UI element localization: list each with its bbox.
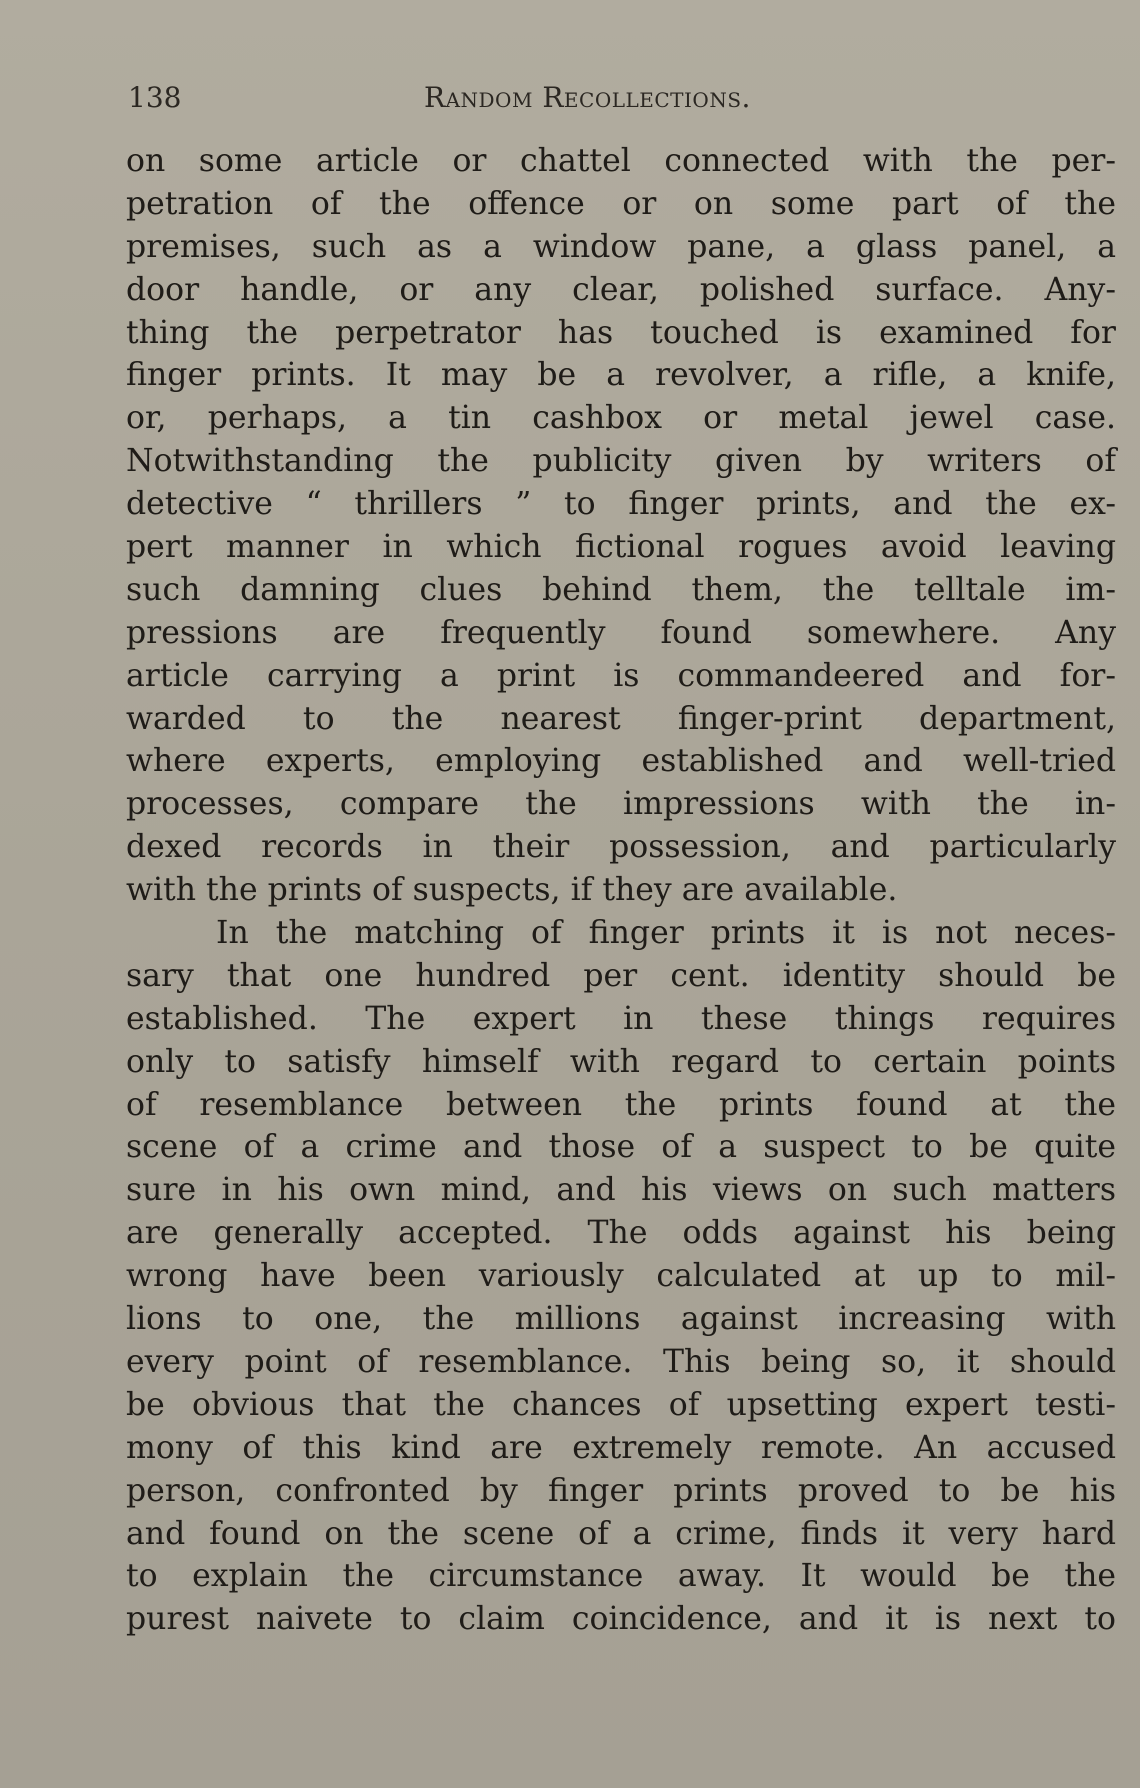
text-line: person, confronted by finger prints proved to be his <box>126 1472 1116 1509</box>
text-line: be obvious that the chances of upsetting expert testi- <box>126 1386 1116 1423</box>
text-line: pressions are frequently found somewhere. Any <box>126 614 1116 651</box>
text-line: warded to the nearest finger-print department, <box>126 700 1116 737</box>
text-line: Notwithstanding the publicity given by writers of <box>126 443 1116 480</box>
paragraph-end-line: with the prints of suspects, if they are available. <box>126 872 898 909</box>
text-line: such damning clues behind them, the telltale im- <box>126 571 1116 608</box>
text-line: of resemblance between the prints found at the <box>126 1086 1116 1123</box>
text-line: sure in his own mind, and his views on such matters <box>126 1172 1116 1209</box>
text-line: purest naivete to claim coincidence, and it is next to <box>126 1601 1116 1638</box>
text-line: pert manner in which fictional rogues avoid leaving <box>126 529 1116 566</box>
text-line: or, perhaps, a tin cashbox or metal jewel case. <box>126 400 1116 437</box>
text-line: mony of this kind are extremely remote. An accused <box>126 1429 1116 1466</box>
text-line: article carrying a print is commandeered and for- <box>126 657 1116 694</box>
text-line: only to satisfy himself with regard to certain points <box>126 1043 1116 1080</box>
text-line: every point of resemblance. This being so, it should <box>126 1343 1116 1380</box>
text-line: established. The expert in these things requires <box>126 1000 1116 1037</box>
text-line: finger prints. It may be a revolver, a rifle, a knife, <box>126 357 1116 394</box>
text-line: where experts, employing established and well-tried <box>126 743 1116 780</box>
text-line: sary that one hundred per cent. identity should be <box>126 957 1116 994</box>
page-header <box>128 78 1118 118</box>
body-text <box>126 140 1116 1641</box>
text-line: dexed records in their possession, and particularly <box>126 829 1116 866</box>
text-line: door handle, or any clear, polished surface. Any- <box>126 271 1116 308</box>
text-line: to explain the circumstance away. It would be the <box>126 1558 1116 1595</box>
running-head: Random Recollections. <box>424 81 751 114</box>
text-line: on some article or chattel connected with the per- <box>126 143 1116 179</box>
text-line: premises, such as a window pane, a glass panel, a <box>126 228 1116 265</box>
text-line: lions to one, the millions against increasing with <box>126 1301 1116 1338</box>
text-line: thing the perpetrator has touched is examined for <box>126 314 1116 351</box>
text-line: wrong have been variously calculated at up to mil- <box>126 1258 1116 1295</box>
text-line: are generally accepted. The odds against his being <box>126 1215 1116 1252</box>
text-line: detective “ thrillers ” to finger prints, and the ex- <box>126 486 1116 523</box>
text-line: and found on the scene of a crime, finds it very hard <box>126 1515 1116 1552</box>
text-line: scene of a crime and those of a suspect to be quite <box>126 1129 1116 1166</box>
text-line: processes, compare the impressions with the in- <box>126 786 1116 823</box>
text-line: petration of the offence or on some part of the <box>126 185 1116 222</box>
page-number: 138 <box>128 81 182 114</box>
paragraph-start-line: In the matching of finger prints it is not neces- <box>216 915 1116 952</box>
